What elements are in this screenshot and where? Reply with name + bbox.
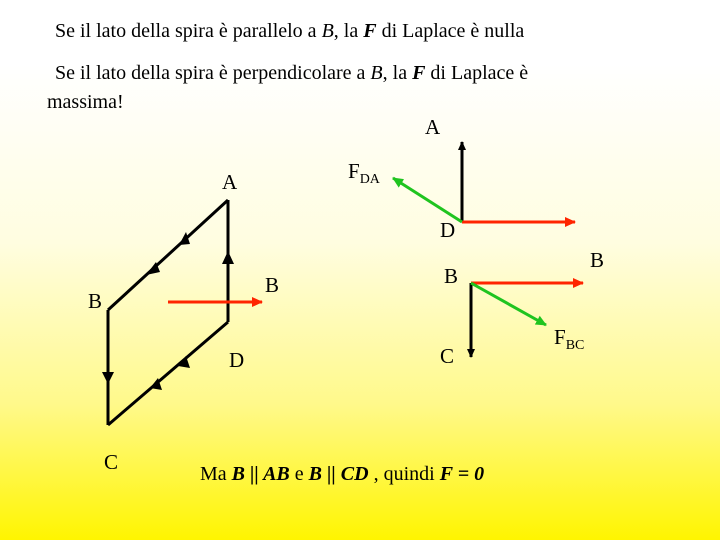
wire-ab (108, 200, 228, 310)
symbol-f: F (363, 20, 377, 42)
statement-parallel-mid: , la (333, 20, 364, 42)
conclusion-b-parallel-ab: B || AB (231, 463, 290, 485)
label-c-left: C (104, 450, 119, 474)
statement-maximum: massima! (47, 91, 124, 113)
conclusion-mid1: e (289, 463, 309, 485)
current-arrow-bc (102, 372, 114, 384)
conclusion-pre: Ma (200, 463, 232, 485)
left-loop (108, 200, 228, 425)
current-arrow-da (222, 251, 234, 264)
conclusion-mid2: , quindi (368, 463, 440, 485)
statement-parallel-pre: Se il lato della spira è parallelo a (55, 20, 322, 42)
statement-perpendicular-pre: Se il lato della spira è perpendicolare a (55, 62, 371, 84)
label-force-bc-main: F (554, 325, 566, 349)
symbol-f: F (412, 62, 426, 84)
label-b-field-right: B (590, 248, 605, 272)
conclusion-f-zero: F = 0 (439, 463, 485, 485)
conclusion (200, 463, 484, 486)
label-b-field-left: B (265, 273, 280, 297)
statement-parallel-post: di Laplace è nulla (376, 20, 525, 42)
label-force-da-main: F (348, 159, 360, 183)
statement-perpendicular-post: di Laplace è (425, 62, 529, 84)
symbol-b: B (321, 20, 334, 42)
label-a-right: A (425, 115, 441, 139)
current-arrow-ab-2 (179, 232, 190, 245)
symbol-b: B (370, 62, 383, 84)
label-force-da-sub: DA (359, 172, 380, 188)
force-da-arrow (393, 178, 462, 222)
label-d-left: D (229, 348, 245, 372)
label-a-left: A (222, 170, 238, 194)
label-b-right: B (444, 264, 459, 288)
wire-cd (108, 322, 228, 425)
conclusion-b-parallel-cd: B || CD (308, 463, 369, 485)
force-bc-arrow (471, 283, 546, 325)
label-force-bc-sub: BC (565, 338, 585, 354)
label-b-corner-left: B (88, 289, 103, 313)
label-force-da (348, 161, 380, 187)
statement-perpendicular-mid: , la (382, 62, 413, 84)
label-c-right: C (440, 344, 455, 368)
label-d-right: D (440, 218, 456, 242)
label-force-bc (554, 327, 584, 353)
